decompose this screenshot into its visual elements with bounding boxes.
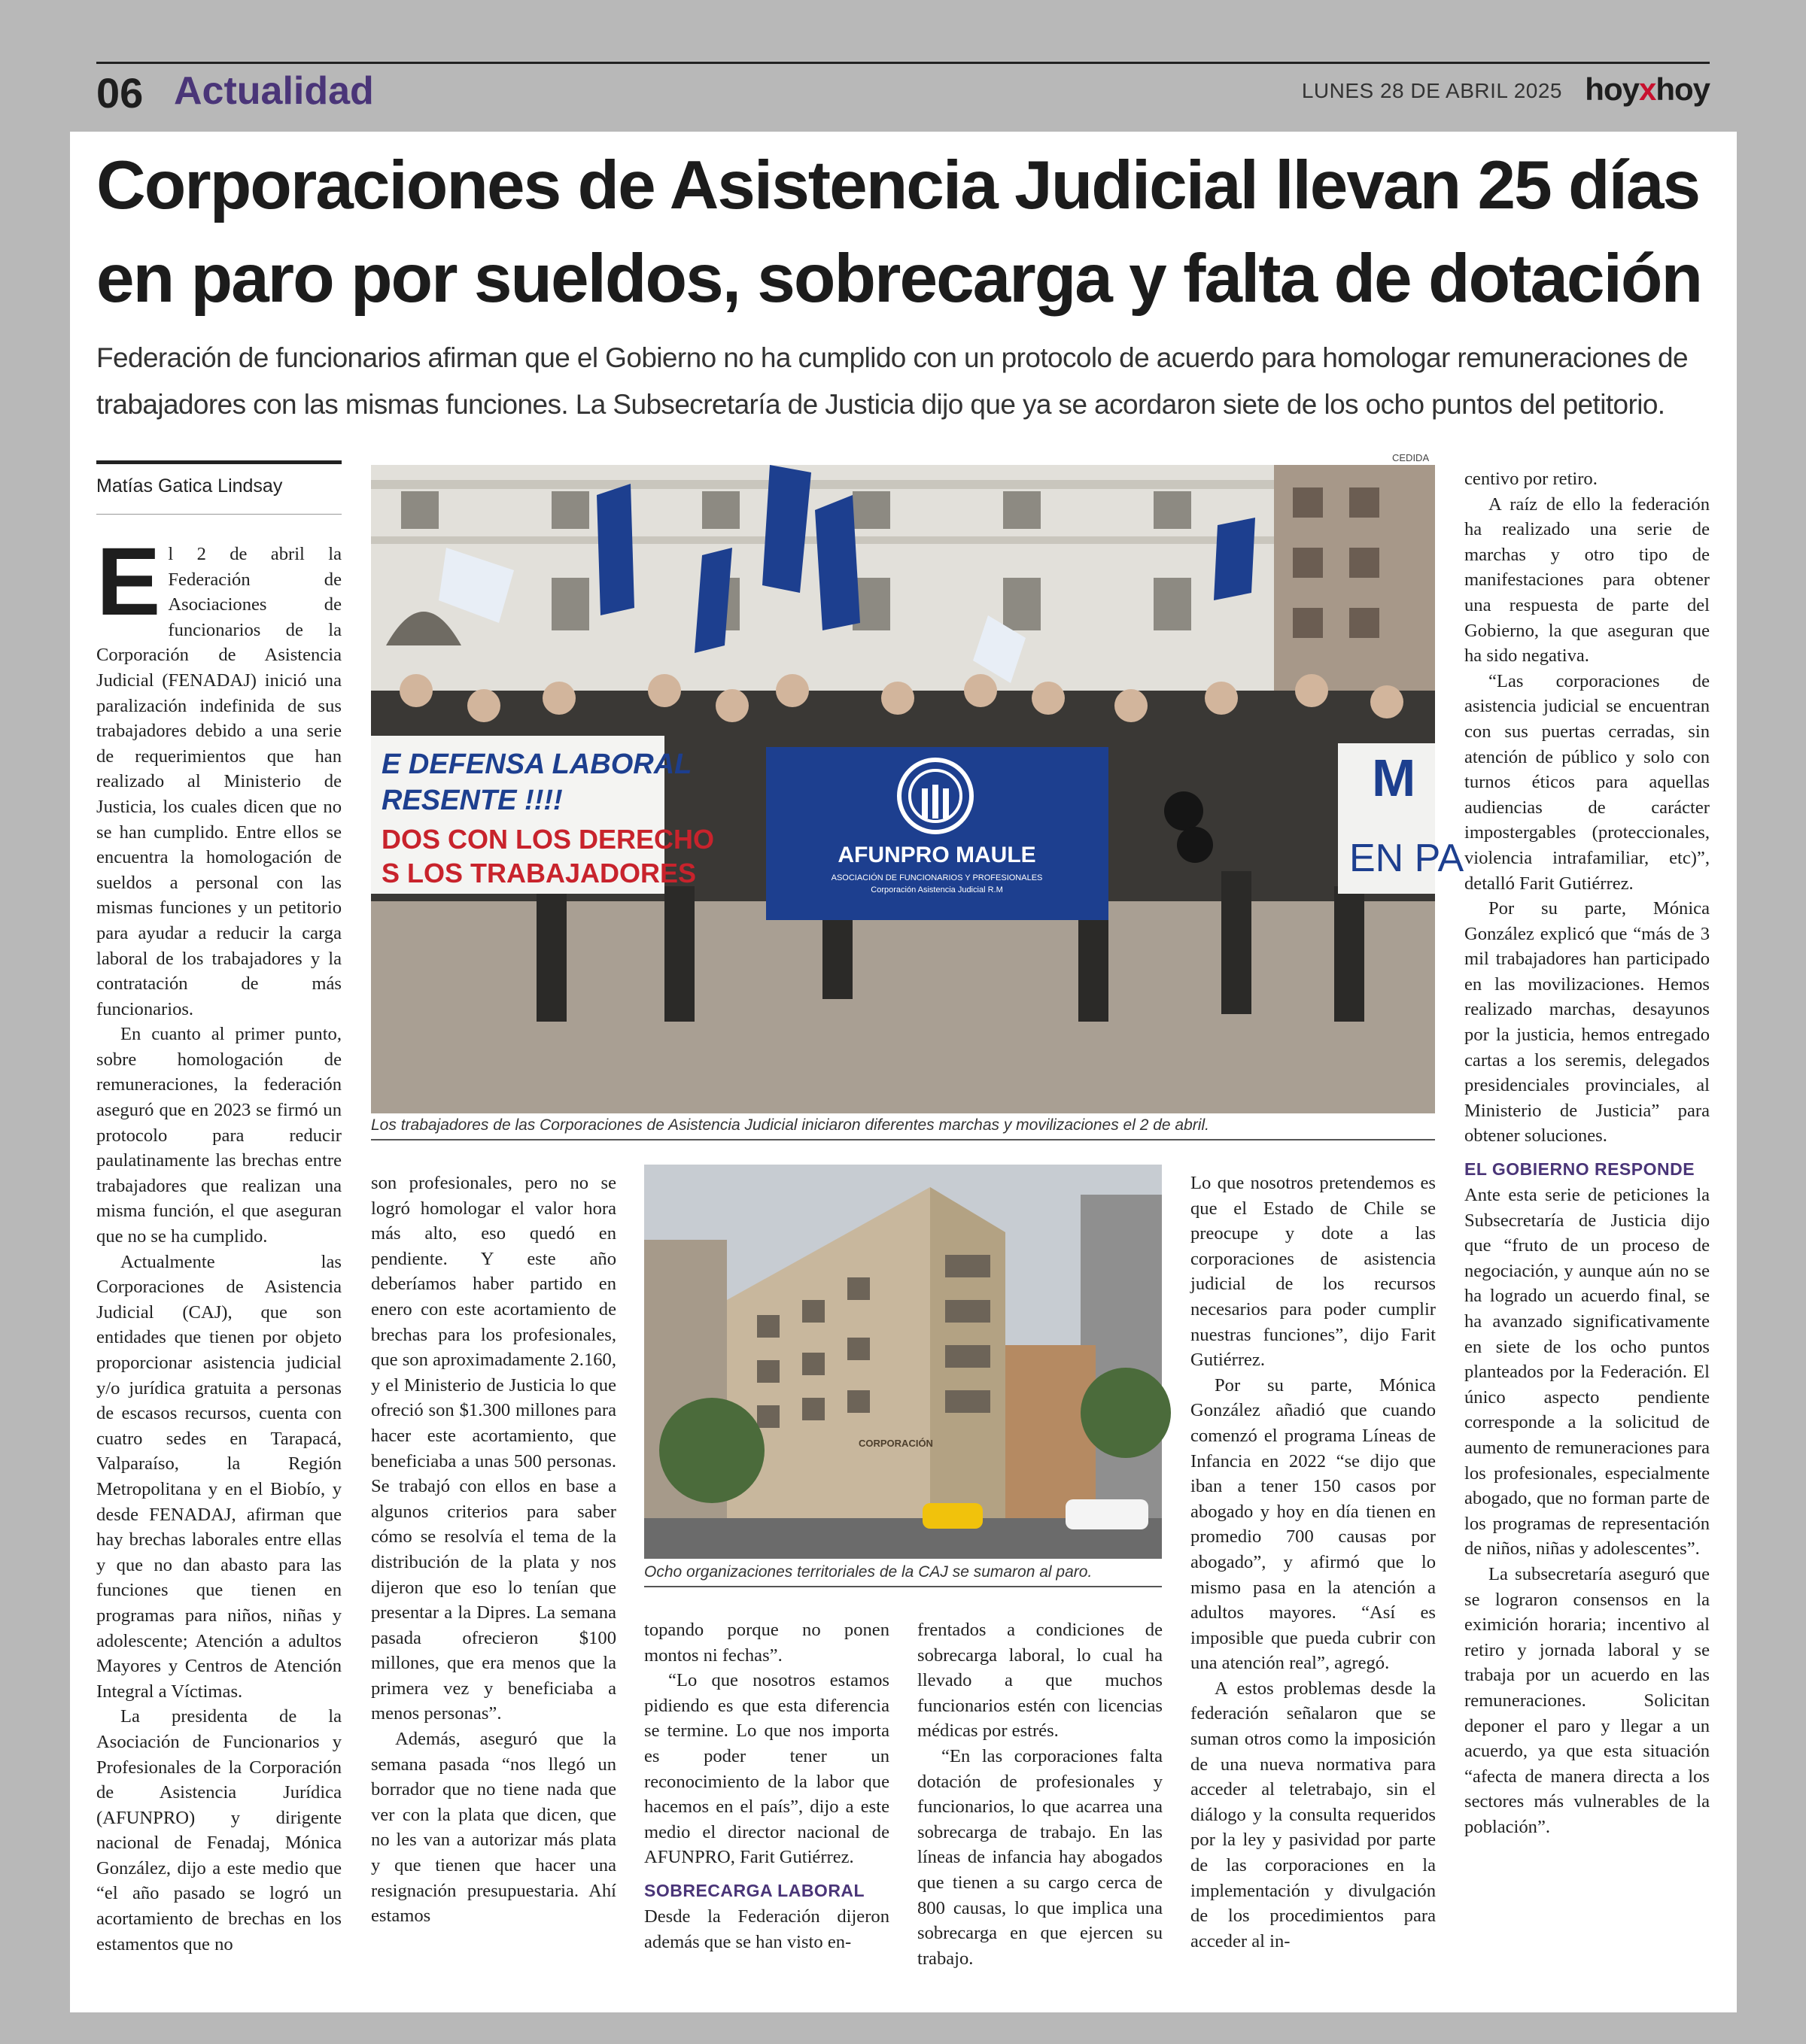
- photo-credit: CEDIDA: [1392, 452, 1430, 463]
- paragraph: La presidenta de la Asociación de Funcionarios y Profesionales de la Corporación de Asistencia Jurídica (AFUNPRO) y dirigente nacional de Fenadaj, Mónica González, dijo a este medio que “el año pasado se logró un acortamiento de brechas en los estamentos que no: [96, 1706, 342, 1954]
- paragraph: La subsecretaría aseguró que se lograron consensos en la eximición horaria; incentivo al retiro y jornada laboral y se trabaja por un acuerdo en las remuneraciones. Solicitan deponer el paro y llegar a un acuerdo, ya que esta situación “afecta de manera directa a los sectores más vulnerables de la población”.: [1464, 1563, 1710, 1837]
- masthead-bar: [96, 62, 1710, 117]
- paragraph: El 2 de abril la Federación de Asociaciones de funcionarios de la Corporación de Asistencia Judicial (FENADAJ) inició una paralización indefinida de sus trabajadores debido a una serie de requerimientos que han realizado al Ministerio de Justicia, los cuales dicen que no se han cumplido. Entre ellos se encuentra la homologación de sueldos a personal con las mismas funciones y un petitorio para ayudar a reducir la carga laboral de los trabajadores y la contratación de más funcionarios.: [96, 528, 342, 1019]
- paragraph: “En las corporaciones falta dotación de profesionales y funcionarios, lo que acarrea una sobrecarga de trabajo. En las líneas de infancia hay abogados que tienen a su cargo cerca de 800 causas, lo que implica una sobrecarga en que ejercen su trabajo.: [917, 1745, 1163, 1969]
- headline-line-2: en paro por sueldos, sobrecarga y falta de dotación: [96, 241, 1702, 317]
- column-1: [96, 528, 342, 1957]
- paragraph: centivo por retiro.: [1464, 469, 1598, 489]
- paragraph: Actualmente las Corporaciones de Asistencia Judicial (CAJ), que son entidades que tienen por objeto proporcionar asistencia judicial y/o jurídica gratuita a personas de escasos recursos, cuenta con cuatro sedes en Tarapacá, Valparaíso, la Región Metropolitana y en el Biobío, y desde FENADAJ, afirman que hay brechas laborales entre ellas y que no dan abasto para las funciones que tienen en programas para niños, niñas y adolescente; Atención a adultos Mayores y Centros de Atención Integral a Víctimas.: [96, 1251, 342, 1702]
- lede-line-2: trabajadores con las mismas funciones. La Subsecretaría de Justicia dijo que ya se acordaron siete de los ocho puntos del petitorio.: [96, 389, 1665, 420]
- paragraph: “Las corporaciones de asistencia judicial se encuentran con sus puertas cerradas, sin atención de público y solo con turnos éticos para aquellas audiencias de carácter impostergables (proteccionales, violencia intrafamiliar, etc)”, detalló Farit Gutiérrez.: [1464, 670, 1710, 894]
- paragraph: A raíz de ello la federación ha realizado una serie de marchas y otro tipo de manifestaciones para obtener una respuesta de parte del Gobierno, la que aseguran que ha sido negativa.: [1464, 494, 1710, 667]
- paragraph: topando porque no ponen montos ni fechas”.: [644, 1620, 889, 1666]
- column-3: [644, 1617, 889, 1954]
- photo-caption: Los trabajadores de las Corporaciones de Asistencia Judicial iniciaron diferentes marchas y movilizaciones el 2 de abril.: [371, 1116, 1435, 1140]
- protest-photo-illustration: [371, 465, 1464, 1113]
- paragraph: Lo que nosotros pretendemos es que el Estado de Chile se preocupe y dote a las corporaciones de asistencia judicial de los recursos necesarios para poder cumplir nuestras funciones”, dijo Farit Gutiérrez.: [1190, 1173, 1436, 1371]
- section-name: Actualidad: [174, 69, 374, 113]
- subhead-gobierno: EL GOBIERNO RESPONDE: [1464, 1159, 1695, 1180]
- column-4: [917, 1617, 1163, 1971]
- issue-date: LUNES 28 DE ABRIL 2025: [1301, 79, 1562, 102]
- main-banner-sub-1: ASOCIACIÓN DE FUNCIONARIOS Y PROFESIONALES: [831, 873, 1043, 882]
- paragraph: Por su parte, Mónica González explicó que “más de 3 mil trabajadores han participado en las movilizaciones. Hemos realizado marchas, desayunos por la justicia, hemos entregado cartas a los seremis, delegados presidenciales provinciales, al Ministerio de Justicia” para obtener soluciones.: [1464, 898, 1710, 1147]
- byline-rule-bottom: [96, 514, 342, 515]
- subhead-sobrecarga: SOBRECARGA LABORAL: [644, 1880, 865, 1900]
- protest-photo: [371, 465, 1464, 1113]
- building-photo-illustration: [644, 1165, 1162, 1559]
- column-2: [371, 1171, 616, 1929]
- byline-rule-top: [96, 460, 342, 464]
- lede: [96, 335, 1714, 428]
- headline-line-1: Corporaciones de Asistencia Judicial llevan 25 días: [96, 147, 1700, 223]
- main-banner-title: AFUNPRO MAULE: [838, 843, 1036, 867]
- left-banner-line-3: DOS CON LOS DERECHO: [382, 824, 715, 855]
- building-photo-caption: Ocho organizaciones territoriales de la CAJ se sumaron al paro.: [644, 1563, 1162, 1587]
- paragraph: son profesionales, pero no se logró homologar el valor hora más alto, eso quedó en pendiente. Y este año deberíamos haber partido en enero con este acortamiento de brechas para los profesionales, que son aproximadamente 2.160, y el Ministerio de Justicia lo que ofreció son $1.300 millones para hacer este acortamiento, que beneficiaba a unas 500 personas. Se trabajó con ellos en base a algunos criterios para saber cómo se resolvía el tema de la distribución de la plata y nos dijeron que eso lo tenían que presentar a la Dipres. La semana pasada ofrecieron $100 millones, que era menos que la primera vez y beneficiaba a menos personas”.: [371, 1173, 616, 1724]
- paragraph: A estos problemas desde la federación señalaron que se suman otros como la imposición de una nueva normativa para acceder al teletrabajo, sin el diálogo y la consulta requeridos por la ley y pasividad por parte de las corporaciones en la implementación y divulgación de los procedimientos para acceder al in-: [1190, 1678, 1436, 1951]
- newspaper-logo: hoyxhoy: [1585, 71, 1710, 107]
- lede-line-1: Federación de funcionarios afirman que el Gobierno no ha cumplido con un protocolo de acuerdo para homologar remuneraciones de: [96, 342, 1688, 373]
- paragraph: Además, aseguró que la semana pasada “nos llegó un borrador que no tiene nada que ver con la plata que dicen, que no les van a autorizar más plata y que tienen que hacer una resignación presupuestaria. Ahí estamos: [371, 1729, 616, 1927]
- building-sign: CORPORACIÓN: [859, 1438, 933, 1449]
- left-banner-line-4: S LOS TRABAJADORES: [382, 858, 697, 888]
- left-banner-line-1: E DEFENSA LABORAL: [382, 749, 692, 780]
- drop-cap: E: [96, 528, 161, 636]
- left-banner-line-2: RESENTE !!!!: [382, 785, 563, 816]
- right-sign-line-2: EN PA: [1349, 837, 1464, 880]
- paragraph: “Lo que nosotros estamos pidiendo es que esta diferencia se termine. Lo que nos importa es poder tener un reconocimiento de la labor que hacemos en el país”, dijo a este medio el director nacional de AFUNPRO, Farit Gutiérrez.: [644, 1670, 889, 1868]
- column-6: [1464, 466, 1710, 1839]
- main-banner-sub-2: Corporación Asistencia Judicial R.M: [871, 885, 1003, 894]
- page-number: 06: [96, 69, 144, 117]
- byline: Matías Gatica Lindsay: [96, 475, 283, 497]
- building-photo: [644, 1165, 1162, 1559]
- paragraph: Por su parte, Mónica González añadió que cuando comenzó el programa Líneas de Infancia en 2022 “se dijo que iban a tener 150 casos por abogado y hoy en día tienen en promedio 700 causas por abogado”, y afirmó que lo mismo pasa en la atención a adultos mayores. “Así es imposible que pueda cubrir con una atención real”, agregó.: [1190, 1374, 1436, 1674]
- paragraph: Desde la Federación dijeron además que se han visto en-: [644, 1906, 889, 1952]
- headline: [96, 139, 1714, 326]
- right-sign-line-1: M: [1372, 749, 1416, 807]
- paragraph: frentados a condiciones de sobrecarga laboral, lo cual ha llevado a que muchos funcionarios estén con licencias médicas por estrés.: [917, 1620, 1163, 1742]
- column-5: [1190, 1171, 1436, 1954]
- paragraph: Ante esta serie de peticiones la Subsecretaría de Justicia dijo que “fruto de un proceso de negociación, y aunque aún no se ha logrado un acuerdo final, se ha avanzado significativamente en siete de los ocho puntos planteados por la Federación. El único aspecto pendiente corresponde a la solicitud de aumento de remuneraciones para los profesionales, especialmente abogado, que no forman parte de los programas de representación de niños, niñas y adolescentes”.: [1464, 1185, 1710, 1560]
- paragraph: En cuanto al primer punto, sobre homologación de remuneraciones, la federación aseguró que en 2023 se firmó un protocolo para reducir paulatinamente las brechas entre trabajadores que realizan una misma función, el que aseguran que no se ha cumplido.: [96, 1024, 342, 1247]
